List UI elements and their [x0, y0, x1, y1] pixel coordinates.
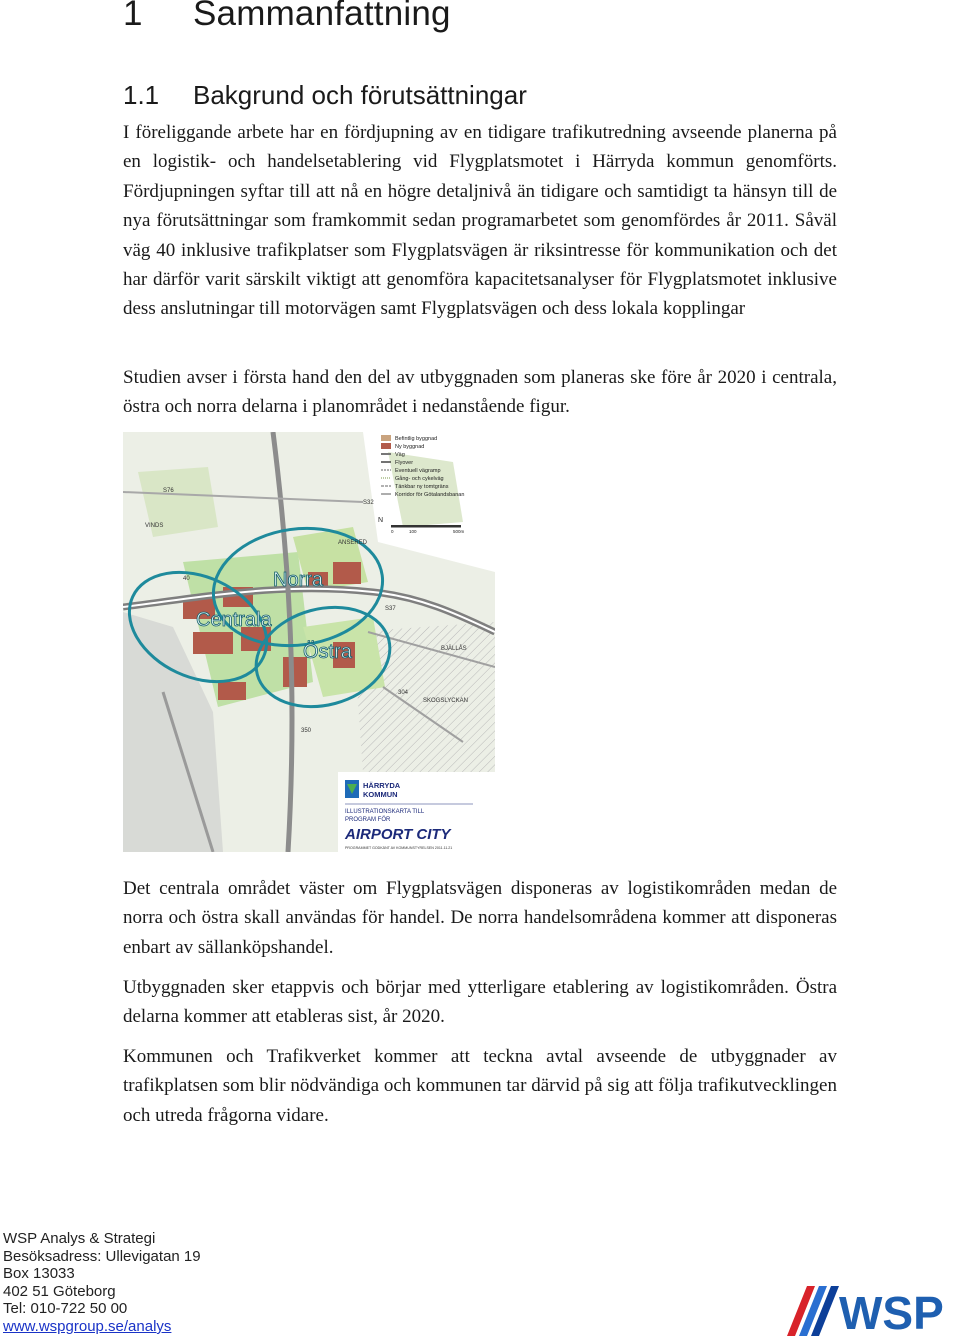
approval-note: PROGRAMMET GODKÄNT AV KOMMUNSTYRELSEN 2011.11.21	[345, 846, 453, 850]
road-label: S76	[163, 488, 174, 494]
wsp-logo-icon	[787, 1286, 839, 1336]
footer-website-link[interactable]: www.wspgroup.se/analys	[3, 1317, 172, 1335]
municipality-name: KOMMUN	[363, 790, 398, 799]
legend-item: Väg	[395, 452, 405, 458]
footer-visit-address: Besöksadress: Ullevigatan 19	[3, 1247, 201, 1265]
paragraph-study-scope: Studien avser i första hand den del av utbyggnaden som planeras ske före år 2020 i centrala, östra och norra delarna i planområdet i nedanstående figur.	[123, 367, 837, 418]
road-label: 350	[301, 728, 312, 734]
road-label: S37	[385, 606, 396, 612]
scale-tick: 100	[409, 529, 417, 534]
footer-phone: Tel: 010-722 50 00	[3, 1300, 128, 1318]
map-caption: ILLUSTRATIONSKARTA TILL	[345, 809, 425, 815]
scale-tick: 500m	[453, 529, 465, 534]
section-heading	[123, 0, 451, 34]
north-arrow: N	[378, 517, 384, 524]
illustration-map	[123, 432, 495, 852]
subsection-number: 1.1	[123, 80, 160, 110]
footer-city: 402 51 Göteborg	[3, 1282, 116, 1300]
wsp-logo-text: WSP	[839, 1287, 944, 1338]
municipality-name: HÄRRYDA	[363, 781, 401, 790]
zone-label-north: Norra	[273, 569, 324, 591]
road-label: 304	[398, 690, 409, 696]
map-caption: PROGRAM FÖR	[345, 817, 391, 823]
legend-item: Ny byggnad	[395, 444, 425, 450]
legend-item: Eventuell vägramp	[395, 468, 441, 474]
paragraph-stages: Utbyggnaden sker etappvis och börjar med ytterligare etablering av logistikområden. Östra delarna kommer att etableras sist, år 2020.	[123, 977, 837, 1028]
place-label: ANSERED	[338, 540, 368, 546]
wsp-logo	[785, 1282, 957, 1338]
footer-box: Box 13033	[3, 1265, 75, 1283]
section-title: Sammanfattning	[193, 0, 451, 33]
section-number: 1	[123, 0, 143, 33]
paragraph-areas: Det centrala området väster om Flygplatsvägen disponeras av logistikområden medan de norra och östra skall användas för handel. De norra handelsområdena kommer att disponeras enbart av sällanköpshandel.	[123, 878, 837, 958]
place-label: SKOGSLYCKAN	[423, 698, 468, 704]
subsection-heading	[123, 80, 527, 111]
airport-city-title: AIRPORT CITY	[345, 826, 451, 843]
road-label: 40	[183, 576, 190, 582]
legend-item: Flyover	[395, 460, 414, 466]
subsection-title: Bakgrund och förutsättningar	[193, 80, 527, 110]
legend-item: Befintlig byggnad	[395, 436, 438, 442]
place-label: VINDS	[145, 523, 164, 529]
scale-tick: 0	[391, 529, 394, 534]
legend-item: Tänkbar ny tomtgräns	[395, 484, 449, 490]
paragraph-agreement: Kommunen och Trafikverket kommer att teckna avtal avseende de utbyggnader av trafikplatsen som blir nödvändiga och kommunen tar därvid på sig att följa trafikutvecklingen och utreda frågorna vidare.	[123, 1046, 837, 1126]
paragraph-background: I föreliggande arbete har en fördjupning av en tidigare trafikutredning avseende planerna på en logistik- och handelsetablering vid Flygplatsmotet i Härryda kommun genomförts. Fördjupningen syftar till att nå en högre detaljnivå än tidigare och samtidigt ta hänsyn till de nya förutsättningar som framkommit sedan programarbetet som genomfördes år 2011. Såväl väg 40 inklusive trafikplatser som Flygplatsvägen är riksintresse för kommunikation och det har därför varit särskilt viktigt att genomföra kapacitetsanalyser för Flygplatsmotet inklusive dess anslutningar till motorvägen samt Flygplatsvägen och dess lokala kopplingar	[123, 122, 837, 320]
place-label: BJÄLLÅS	[441, 646, 467, 652]
legend-item: Korridor för Götalandsbanan	[395, 492, 465, 498]
zone-label-east: Östra	[303, 641, 352, 663]
footer-address	[3, 1230, 201, 1336]
legend-item: Gång- och cykelväg	[395, 476, 444, 482]
road-label: S32	[363, 500, 374, 506]
footer-company: WSP Analys & Strategi	[3, 1230, 156, 1247]
zone-label-central: Centrala	[196, 609, 272, 631]
